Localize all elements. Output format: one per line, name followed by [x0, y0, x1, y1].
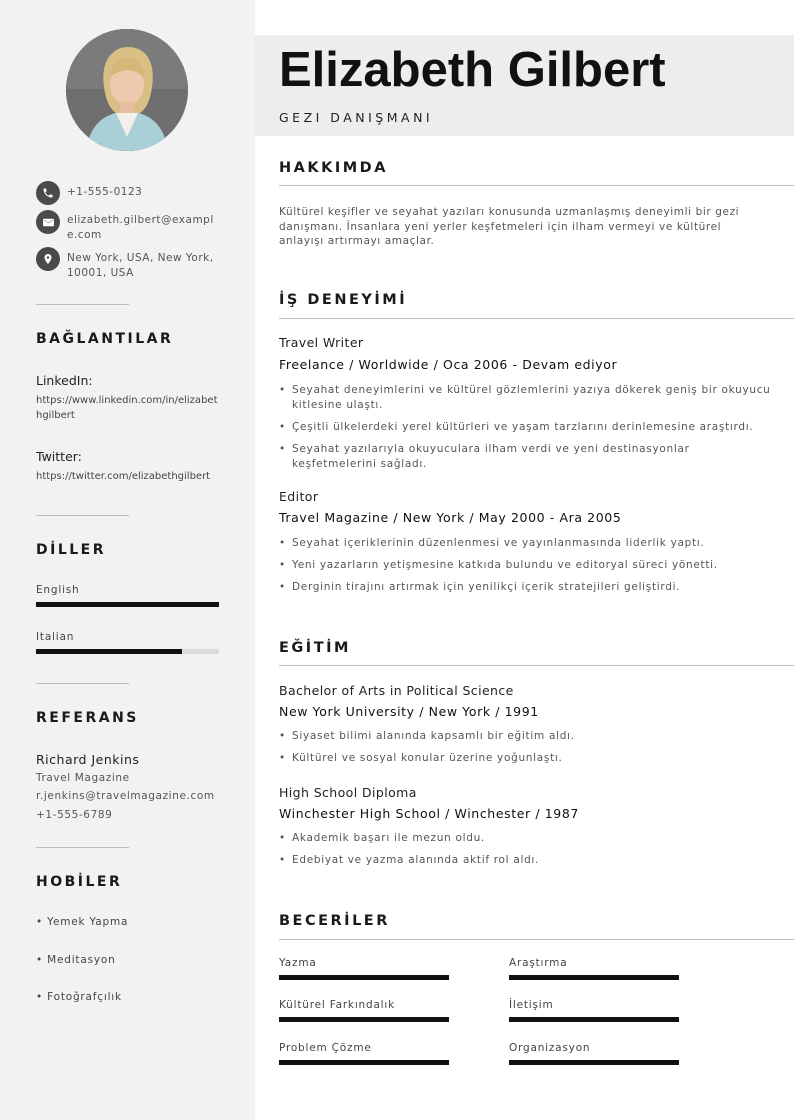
- skill-level-fill: [509, 1060, 679, 1065]
- skill-name: Organizasyon: [509, 1042, 591, 1054]
- job-bullet: • Derginin tirajını artırmak için yenilikçi içerik stratejileri geliştirdi.: [279, 580, 774, 595]
- hobbies-heading: HOBİLER: [36, 874, 123, 890]
- divider: [36, 683, 129, 684]
- job-title-entry: Editor: [279, 489, 319, 504]
- education-heading: EĞİTİM: [279, 640, 351, 656]
- job-bullet: • Çeşitli ülkelerdeki yerel kültürleri ve yaşam tarzlarını derinlemesine araştırdı.: [279, 420, 774, 435]
- reference-phone: +1-555-6789: [36, 809, 113, 821]
- skill-name: Araştırma: [509, 957, 568, 969]
- linkedin-label: LinkedIn:: [36, 373, 93, 388]
- job-details: Travel Magazine / New York / May 2000 - Ara 2005: [279, 510, 622, 525]
- linkedin-link[interactable]: https://www.linkedin.com/in/elizabethgilbert: [36, 395, 218, 421]
- reference-name: Richard Jenkins: [36, 752, 140, 767]
- skill-level-bar: [279, 975, 449, 980]
- skill-level-bar: [509, 1060, 679, 1065]
- location-pin-icon: [36, 247, 60, 271]
- about-text: Kültürel keşifler ve seyahat yazıları konusunda uzmanlaşmış deneyimli bir gezi danışmanı. İnsanlara yeni yerler keşfetmeleri için ilham vermeyi ve kültürel anlayışı artırmayı amaçlar.: [279, 206, 740, 247]
- contact-address-text: New York, USA, New York, 10001, USA: [67, 252, 214, 279]
- skill-level-fill: [509, 975, 679, 980]
- job-details: Freelance / Worldwide / Oca 2006 - Devam ediyor: [279, 357, 618, 372]
- job-bullet: • Seyahat deneyimlerini ve kültürel gözlemlerini yazıya dökerek geniş bir okuyucu kitlesine ulaştı.: [279, 383, 774, 412]
- skill-level-fill: [279, 1060, 449, 1065]
- skill-level-fill: [279, 1017, 449, 1022]
- skill-name: İletişim: [509, 999, 554, 1011]
- reference-email[interactable]: r.jenkins@travelmagazine.com: [36, 790, 215, 802]
- skill-level-bar: [509, 975, 679, 980]
- skill-name: Kültürel Farkındalık: [279, 999, 396, 1011]
- sidebar: [0, 0, 255, 1120]
- section-rule: [279, 665, 794, 666]
- divider: [36, 515, 129, 516]
- experience-heading: İŞ DENEYİMİ: [279, 292, 408, 308]
- hobby-item: • Yemek Yapma: [36, 916, 129, 928]
- twitter-link[interactable]: https://twitter.com/elizabethgilbert: [36, 471, 211, 482]
- section-rule: [279, 318, 794, 319]
- contact-email-text[interactable]: elizabeth.gilbert@example.com: [67, 214, 214, 241]
- divider: [36, 304, 129, 305]
- profile-photo: [66, 29, 188, 151]
- language-level-fill: [36, 649, 182, 654]
- languages-heading: DİLLER: [36, 542, 107, 558]
- twitter-label: Twitter:: [36, 449, 82, 464]
- skill-name: Problem Çözme: [279, 1042, 372, 1054]
- skill-level-bar: [509, 1017, 679, 1022]
- contact-phone: [36, 181, 219, 205]
- job-bullet: • Seyahat yazılarıyla okuyuculara ilham verdi ve yeni destinasyonlar keşfetmelerini sağladı.: [279, 442, 774, 471]
- phone-icon: [36, 181, 60, 205]
- degree-title: Bachelor of Arts in Political Science: [279, 683, 514, 698]
- contact-email: [36, 210, 219, 243]
- contact-address: [36, 247, 219, 281]
- skill-name: Yazma: [279, 957, 317, 969]
- job-bullet: • Seyahat içeriklerinin düzenlenmesi ve yayınlanmasında liderlik yaptı.: [279, 536, 774, 551]
- reference-company: Travel Magazine: [36, 772, 130, 784]
- skill-level-bar: [279, 1060, 449, 1065]
- links-heading: BAĞLANTILAR: [36, 331, 174, 347]
- language-level-fill: [36, 602, 219, 607]
- skill-level-fill: [279, 975, 449, 980]
- language-level-bar: [36, 602, 219, 607]
- skills-heading: BECERİLER: [279, 913, 390, 929]
- education-bullet: • Siyaset bilimi alanında kapsamlı bir eğitim aldı.: [279, 729, 774, 744]
- job-title: GEZI DANIŞMANI: [279, 110, 434, 125]
- school-details: New York University / New York / 1991: [279, 704, 539, 719]
- references-heading: REFERANS: [36, 710, 139, 726]
- divider: [36, 847, 129, 848]
- section-rule: [279, 185, 794, 186]
- job-bullet: • Yeni yazarların yetişmesine katkıda bulundu ve editoryal süreci yönetti.: [279, 558, 774, 573]
- education-bullet: • Kültürel ve sosyal konular üzerine yoğunlaştı.: [279, 751, 774, 766]
- education-bullet: • Edebiyat ve yazma alanında aktif rol aldı.: [279, 853, 774, 868]
- language-level-bar: [36, 649, 219, 654]
- degree-title: High School Diploma: [279, 785, 417, 800]
- job-title-entry: Travel Writer: [279, 335, 364, 350]
- section-rule: [279, 939, 794, 940]
- person-name: Elizabeth Gilbert: [279, 43, 666, 97]
- school-details: Winchester High School / Winchester / 1987: [279, 806, 579, 821]
- skill-level-bar: [279, 1017, 449, 1022]
- education-bullet: • Akademik başarı ile mezun oldu.: [279, 831, 774, 846]
- language-name: Italian: [36, 631, 75, 643]
- skill-level-fill: [509, 1017, 679, 1022]
- about-heading: HAKKIMDA: [279, 160, 388, 176]
- language-name: English: [36, 584, 80, 596]
- contact-phone-text: +1-555-0123: [67, 186, 143, 198]
- hobby-item: • Fotoğrafçılık: [36, 991, 122, 1003]
- envelope-icon: [36, 210, 60, 234]
- hobby-item: • Meditasyon: [36, 954, 116, 966]
